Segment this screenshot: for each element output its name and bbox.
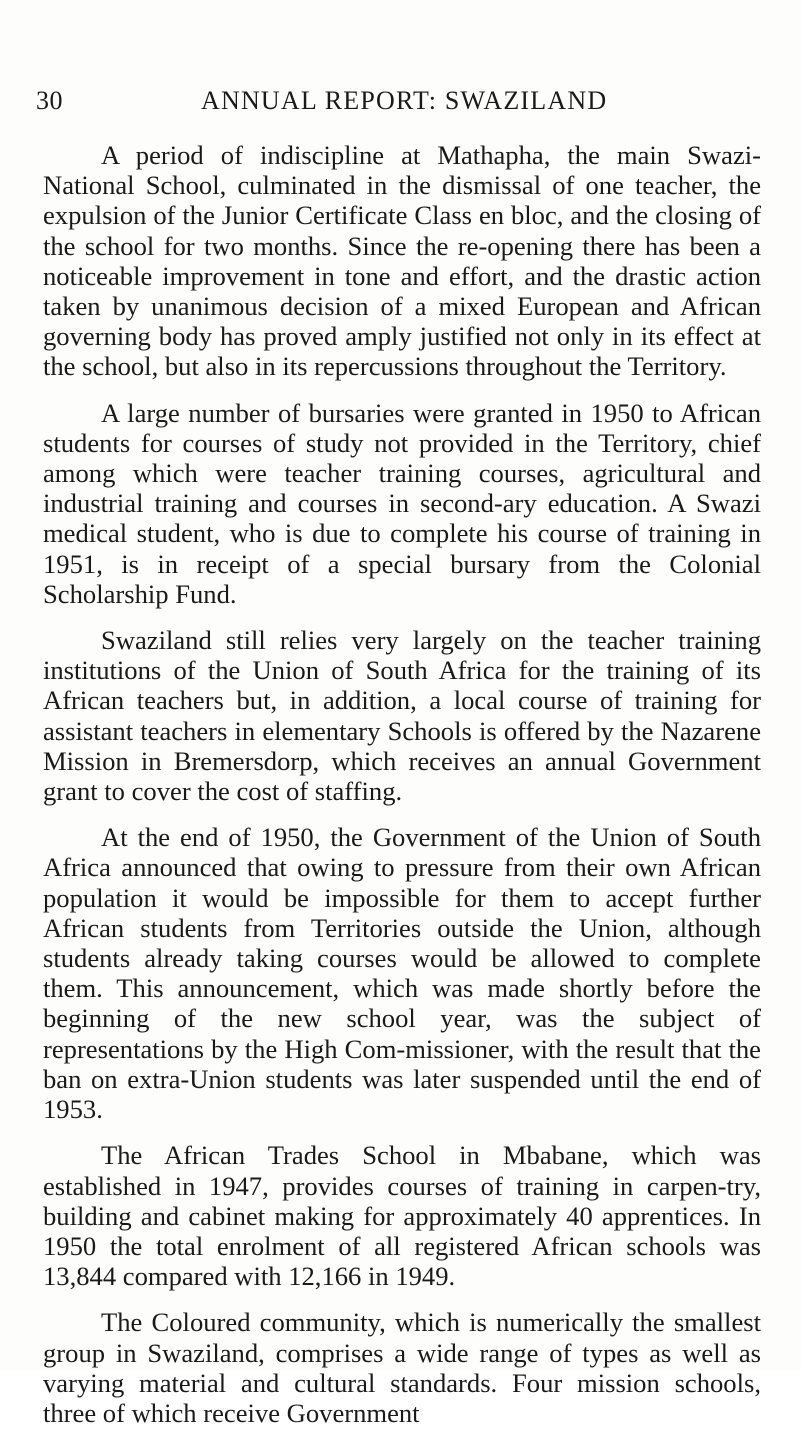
page-number: 30 [36, 86, 63, 115]
paragraph-union-announcement: At the end of 1950, the Government of the Union of South Africa announced that owing to pressure from their own African population it would be impossible for them to accept further African students from Territories outside the Union, although students already taking courses would be allowed to complete them. This announcement, which was made shortly before the beginning of the new school year, was the subject of representations by the High Com-missioner, with the result that the ban on extra-Union students was later suspended until the end of 1953. [43, 822, 761, 1125]
paragraph-mathapha-indiscipline: A period of indiscipline at Mathapha, the main Swazi-National School, culminated in the dismissal of one teacher, the expulsion of the Junior Certificate Class en bloc, and the closing of the school for two months. Since the re-opening there has been a noticeable improvement in tone and effort, and the drastic action taken by unanimous decision of a mixed European and African governing body has proved amply justified not only in its effect at the school, but also in its repercussions throughout the Territory. [43, 140, 761, 382]
body-text [43, 140, 761, 1444]
paragraph-bursaries: A large number of bursaries were granted in 1950 to African students for courses of study not provided in the Territory, chief among which were teacher training courses, agricultural and industrial training and courses in second-ary education. A Swazi medical student, who is due to complete his course of training in 1951, is in receipt of a special bursary from the Colonial Scholarship Fund. [43, 397, 761, 609]
paragraph-trades-school: The African Trades School in Mbabane, which was established in 1947, provides courses of training in carpen-try, building and cabinet making for approximately 40 apprentices. In 1950 the total enrolment of all registered African schools was 13,844 compared with 12,166 in 1949. [43, 1140, 761, 1292]
page-header [36, 86, 756, 118]
paragraph-teacher-training: Swaziland still relies very largely on the teacher training institutions of the Union of South Africa for the training of its African teachers but, in addition, a local course of training for assistant teachers in elementary Schools is offered by the Nazarene Mission in Bremersdorp, which receives an annual Government grant to cover the cost of staffing. [43, 625, 761, 807]
running-head: ANNUAL REPORT: SWAZILAND [201, 86, 608, 115]
paragraph-coloured-community: The Coloured community, which is numerically the smallest group in Swaziland, comprises a wide range of types as well as varying material and cultural standards. Four mission schools, three of which receive Government [43, 1307, 761, 1428]
